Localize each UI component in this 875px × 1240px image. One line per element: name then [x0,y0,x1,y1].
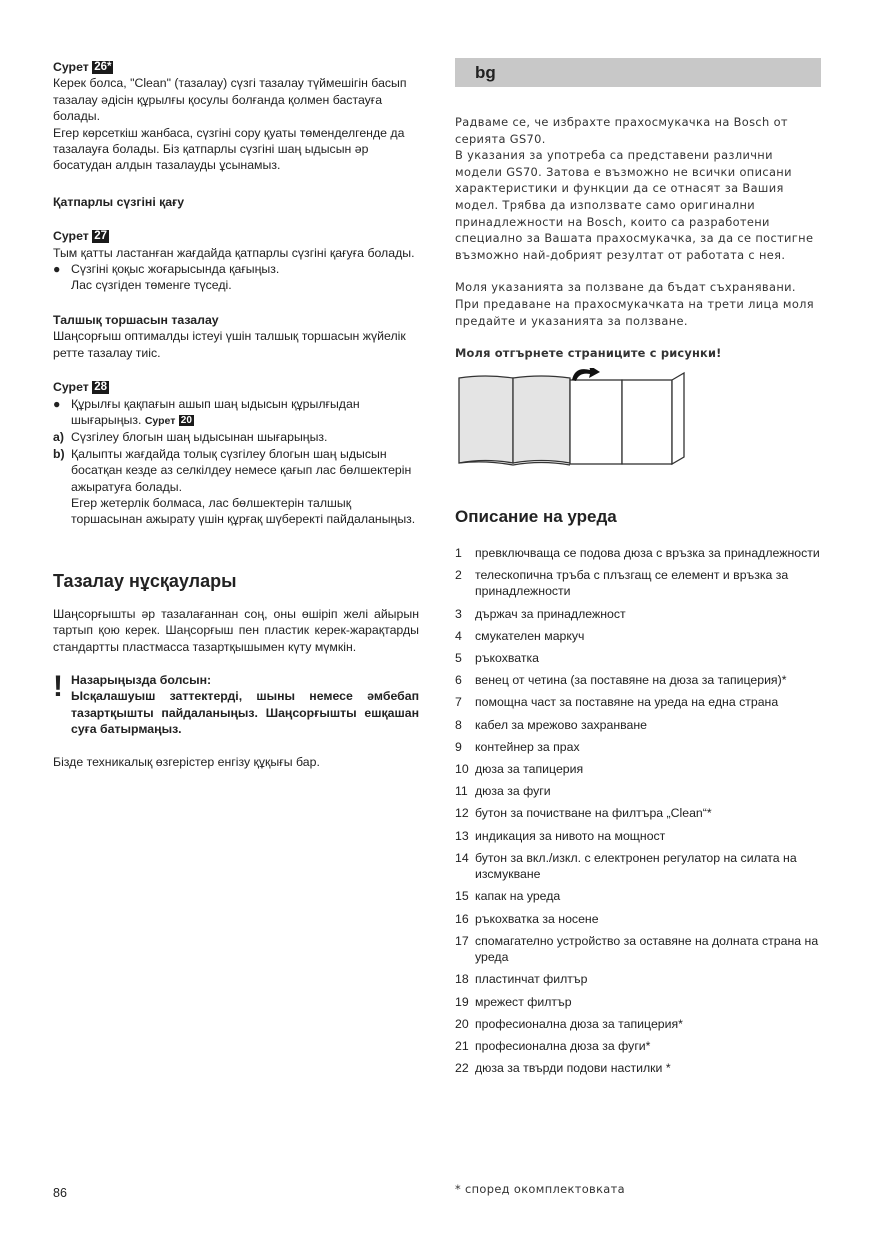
parts-list-item [455,828,821,844]
figure-label: Сурет [53,60,89,74]
item-text: дюза за фуги [475,784,551,799]
item-number: 22 [455,1061,469,1076]
fold-note: Моля отгърнете страниците с рисунки! [455,346,722,361]
item-number: 2 [455,567,462,582]
figure-label: Сурет [144,414,176,427]
item-number: 1 [455,545,462,560]
intro-text: Моля указанията за ползване да бъдат съхранявани. При предаване на прахосмукачката на трети лица моля предайте и указанията за ползване. [455,280,814,328]
warning-title: Назарыңызда болсын: [71,672,212,687]
step-marker: a) [53,430,64,445]
parts-list [455,545,821,1077]
fig27-text: Тым қатты ластанған жағдайда қатпарлы сүзгіні қағуға болады. [53,245,415,260]
parts-list-item [455,805,821,821]
parts-list-item [455,761,821,777]
item-text: превключваща се подова дюза с връзка за принадлежности [475,545,820,560]
item-number: 13 [455,828,469,843]
item-number: 12 [455,806,469,821]
step-a [53,429,419,445]
step-text: Сүзгілеу блогын шаң ыдысынан шығарыңыз. [71,430,328,445]
item-number: 8 [455,717,462,732]
parts-list-item [455,628,821,644]
item-number: 16 [455,911,469,926]
item-text: ръкохватка [475,650,539,665]
heading-pleated-filter: Қатпарлы сүзгіні қағу [53,194,185,209]
parts-list-item [455,1016,821,1032]
parts-list-item [455,933,821,966]
heading-mesh-filter: Талшық торшасын тазалау [53,312,219,327]
item-number: 11 [455,784,468,799]
parts-list-item [455,567,821,600]
item-text: дюза за тапицерия [475,761,584,776]
item-number: 17 [455,933,469,948]
bullet-item [53,396,419,430]
item-text: телескопична тръба с плъзгащ се елемент и връзка за принадлежности [475,567,789,599]
item-number: 4 [455,628,462,643]
parts-list-item [455,1038,821,1054]
figure-26-ref [53,59,419,75]
page-number: 86 [53,1186,67,1200]
parts-list-item [455,545,821,561]
language-tab: bg [455,58,821,87]
item-text: бутон за вкл./изкл. с електронен регулатор на силата на изсмукване [475,850,797,882]
item-number: 19 [455,994,469,1009]
parts-list-item [455,850,821,883]
parts-list-item [455,911,821,927]
item-text: спомагателно устройство за оставяне на долната страна на уреда [475,933,819,965]
item-text: капак на уреда [475,889,561,904]
figure-27-ref [53,228,419,244]
item-text: индикация за нивото на мощност [475,828,666,843]
fig26-text: Керек болса, "Clean" (тазалау) сүзгі тазалау түймешігін басып тазалау әдісін құрылғы қосулы болғанда қолмен бастауға болады. [53,76,407,124]
item-text: смукателен маркуч [475,628,585,643]
rights-note: Бізде техникалық өзгерістер енгізу құқығы бар. [53,754,320,769]
figure-number: 28 [94,381,107,394]
foldout-pages-illustration [455,368,695,468]
item-text: ръкохватка за носене [475,911,599,926]
step-text: Қалыпты жағдайда толық сүзгілеу блогын шаң ыдысын босатқан кезде аз селкілдеу немесе қағып лас бөлшектерін ажыратуға болады. [71,446,412,494]
parts-list-item [455,783,821,799]
parts-list-item [455,739,821,755]
bullet-icon: ● [53,396,61,411]
item-text: държач за принадлежност [475,606,626,621]
item-number: 21 [455,1039,469,1053]
parts-list-item [455,606,821,622]
item-text: професионална дюза за фуги* [475,1039,651,1053]
warning-block [53,669,419,738]
intro-text: Радваме се, че избрахте прахосмукачка на Bosch от серията GS70. [455,115,788,146]
item-text: дюза за твърди подови настилки * [475,1061,671,1076]
cleaning-heading: Тазалау нұсқаулары [53,570,237,591]
item-number: 6 [455,673,462,688]
turn-page-arrow-icon [572,368,600,381]
fig26-text2: Егер көрсеткіш жанбаса, сүзгіні сору қуаты төменделгенде да тазалауға болады. Біз қатпарлы сүзгіні шаң ыдысын әр босатудан алдын тазалауды ұсынамыз. [53,125,405,173]
bullet-text: Сүзгіні қоқыс жоғарысында қағыңыз. [71,262,280,277]
figure-label: Сурет [53,229,89,244]
bullet-icon: ● [53,262,61,277]
item-text: пластинчат филтър [475,972,588,987]
footnote: * според окомплектовката [455,1182,625,1196]
item-number: 10 [455,761,469,776]
figure-label: Сурет [53,380,89,395]
warning-text: Ысқалашуыш заттектерді, шыны немесе әмбебап тазартқышты пайдаланыңыз. Шаңсорғышты ешқашан суға батырмаңыз. [71,689,419,737]
item-number: 15 [455,889,469,904]
parts-list-item [455,1060,821,1076]
item-number: 20 [455,1016,469,1031]
item-number: 7 [455,695,462,710]
item-text: контейнер за прах [475,739,580,754]
bullet-item [53,261,419,294]
parts-list-item [455,717,821,733]
item-text: помощна част за поставяне на уреда на една страна [475,695,779,710]
parts-list-item [455,650,821,666]
item-number: 5 [455,650,462,665]
step-b [53,446,419,528]
bullet-text: Лас сүзгіден төменге түседі. [71,278,232,293]
item-number: 14 [455,850,469,865]
intro-text: В указания за употреба са представени различни модели GS70. Затова е възможно не всички описани характеристики и функции да се отнасят за Вашия модел. Трябва да използвате само оригинални принадлежности на Bosch, които са разработени специално за Вашата прахосмукачка, за да се постигне възможно най-добрият резултат от работата с нея. [455,148,814,262]
figure-28-ref [53,379,419,395]
item-text: венец от четина (за поставяне на дюза за тапицерия)* [475,673,787,688]
parts-list-item [455,994,821,1010]
item-text: кабел за мрежово захранване [475,717,647,732]
description-heading: Описание на уреда [455,506,617,526]
step-marker: b) [53,446,65,461]
bulgarian-column [455,58,821,1082]
item-text: професионална дюза за тапицерия* [475,1016,683,1031]
parts-list-item [455,971,821,987]
parts-list-item [455,888,821,904]
step-text: Егер жетерлік болмаса, лас бөлшектерін талшық торшасынан ажырату үшін құрғақ шүберекті пайдаланыңыз. [71,495,416,527]
kazakh-column [53,59,419,770]
item-text: бутон за почистване на филтъра „Clean“* [475,806,712,821]
parts-list-item [455,694,821,710]
figure-number: 20 [180,414,192,426]
figure-number: 26* [94,61,112,73]
item-number: 18 [455,972,469,987]
exclamation-icon: ! [53,669,63,703]
figure-number: 27 [94,230,107,243]
mesh-text: Шаңсорғыш оптималды істеуі үшін талшық торшасын жүйелік ретте тазалау тиіс. [53,329,406,360]
bullet-text: Құрылғы қақпағын ашып шаң ыдысын құрылғыдан шығарыңыз. [71,396,360,427]
item-number: 9 [455,739,462,754]
cleaning-text: Шаңсорғышты әр тазалағаннан соң, оны өшіріп желі айырын тартып қою керек. Шаңсорғыш пен пластик керек-жарақтарды стандартты пластмасса тазартқышымен күту мүмкін. [53,606,419,654]
item-text: мрежест филтър [475,994,572,1009]
parts-list-item [455,672,821,688]
item-number: 3 [455,606,462,621]
